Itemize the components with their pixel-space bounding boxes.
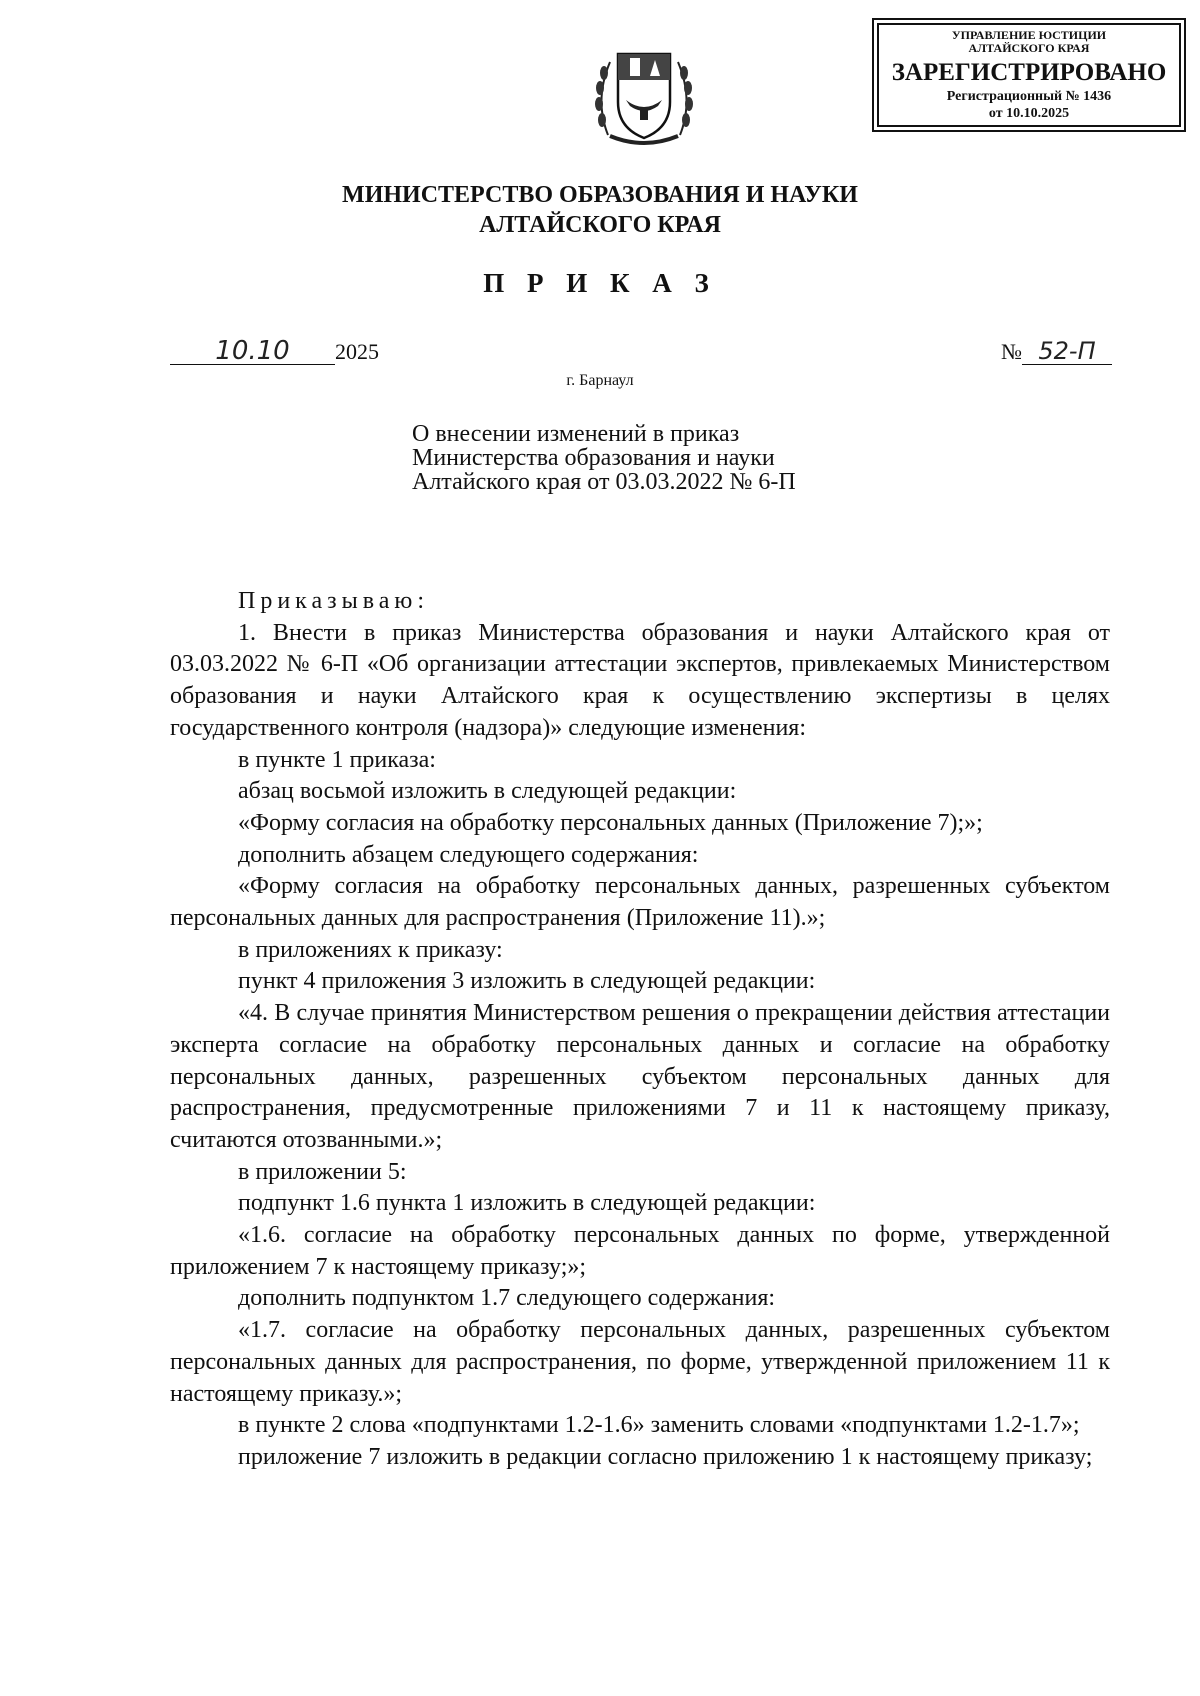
registration-stamp <box>872 18 1186 132</box>
body-paragraph: «Форму согласия на обработку персональных данных (Приложение 7);»; <box>238 809 983 836</box>
ministry-title-line2: АЛТАЙСКОГО КРАЯ <box>479 212 721 238</box>
ministry-title-line1: МИНИСТЕРСТВО ОБРАЗОВАНИЯ И НАУКИ <box>342 182 858 208</box>
registration-stamp-inner <box>877 23 1181 127</box>
body-paragraph: «Форму согласия на обработку персональных данных, разрешенных субъектом персональных данных для распространения (Приложение 11).»; <box>170 873 1110 932</box>
body-paragraph: «4. В случае принятия Министерством решения о прекращении действия аттестации эксперта согласие на обработку персональных данных и согласие на обработку персональных данных, разрешенных субъектом персональных данных для распространения, предусмотренные приложениями 7 и 11 к настоящему приказу, считаются отозванными.»; <box>170 1000 1110 1153</box>
date-year: 2025 <box>335 339 379 364</box>
ministry-title <box>0 180 1200 240</box>
body-paragraph: в пункте 2 слова «подпунктами 1.2-1.6» заменить словами «подпунктами 1.2-1.7»; <box>238 1412 1080 1439</box>
document-type-title: П Р И К А З <box>483 268 717 298</box>
body-paragraph: подпункт 1.6 пункта 1 изложить в следующей редакции: <box>238 1190 816 1217</box>
stamp-org-line2: АЛТАЙСКОГО КРАЯ <box>968 41 1090 55</box>
subject-line3: Алтайского края от 03.03.2022 № 6-П <box>412 469 796 495</box>
body-paragraph: «1.7. согласие на обработку персональных данных, разрешенных субъектом персональных данных для распространения, по форме, утвержденной приложением 11 к настоящему приказу.»; <box>170 1317 1110 1407</box>
city-name: г. Барнаул <box>566 372 634 389</box>
body-paragraph: «1.6. согласие на обработку персональных данных по форме, утвержденной приложением 7 к настоящему приказу;»; <box>170 1222 1110 1280</box>
order-body <box>170 586 1110 1474</box>
body-paragraph: дополнить абзацем следующего содержания: <box>238 841 699 868</box>
body-paragraph: 1. Внести в приказ Министерства образования и науки Алтайского края от 03.03.2022 № 6-П «Об организации аттестации экспертов, привлекаемых Министерством образования и науки Алтайского края к осуществлению экспертизы в целях государственного контроля (надзора)» следующие изменения: <box>170 619 1110 741</box>
subject-line1: О внесении изменений в приказ <box>412 421 740 447</box>
order-date <box>170 338 379 365</box>
body-paragraph: в приложении 5: <box>238 1158 407 1185</box>
number-prefix: № <box>1001 339 1022 364</box>
stamp-org-line1: УПРАВЛЕНИЕ ЮСТИЦИИ <box>951 28 1107 42</box>
number-handwritten: 52-П <box>1022 338 1112 365</box>
body-paragraph: дополнить подпунктом 1.7 следующего содержания: <box>238 1285 776 1312</box>
order-number <box>1001 338 1112 365</box>
coat-of-arms-emblem <box>588 40 700 152</box>
body-paragraph: в приложениях к приказу: <box>238 936 503 963</box>
stamp-reg-number: Регистрационный № 1436 <box>946 89 1112 104</box>
body-paragraph: абзац восьмой изложить в следующей редакции: <box>238 778 737 805</box>
subject-line2: Министерства образования и науки <box>412 445 775 471</box>
body-paragraph: в пункте 1 приказа: <box>238 746 436 773</box>
stamp-status: ЗАРЕГИСТРИРОВАНО <box>891 59 1167 86</box>
order-intro: Приказываю: <box>238 588 429 614</box>
coat-of-arms-icon <box>588 40 700 152</box>
body-paragraph: пункт 4 приложения 3 изложить в следующей редакции: <box>238 968 816 995</box>
date-handwritten: 10.10 <box>170 338 335 365</box>
stamp-reg-date: от 10.10.2025 <box>988 106 1070 121</box>
order-subject <box>412 422 850 494</box>
body-paragraph: приложение 7 изложить в редакции согласно приложению 1 к настоящему приказу; <box>238 1443 1093 1470</box>
